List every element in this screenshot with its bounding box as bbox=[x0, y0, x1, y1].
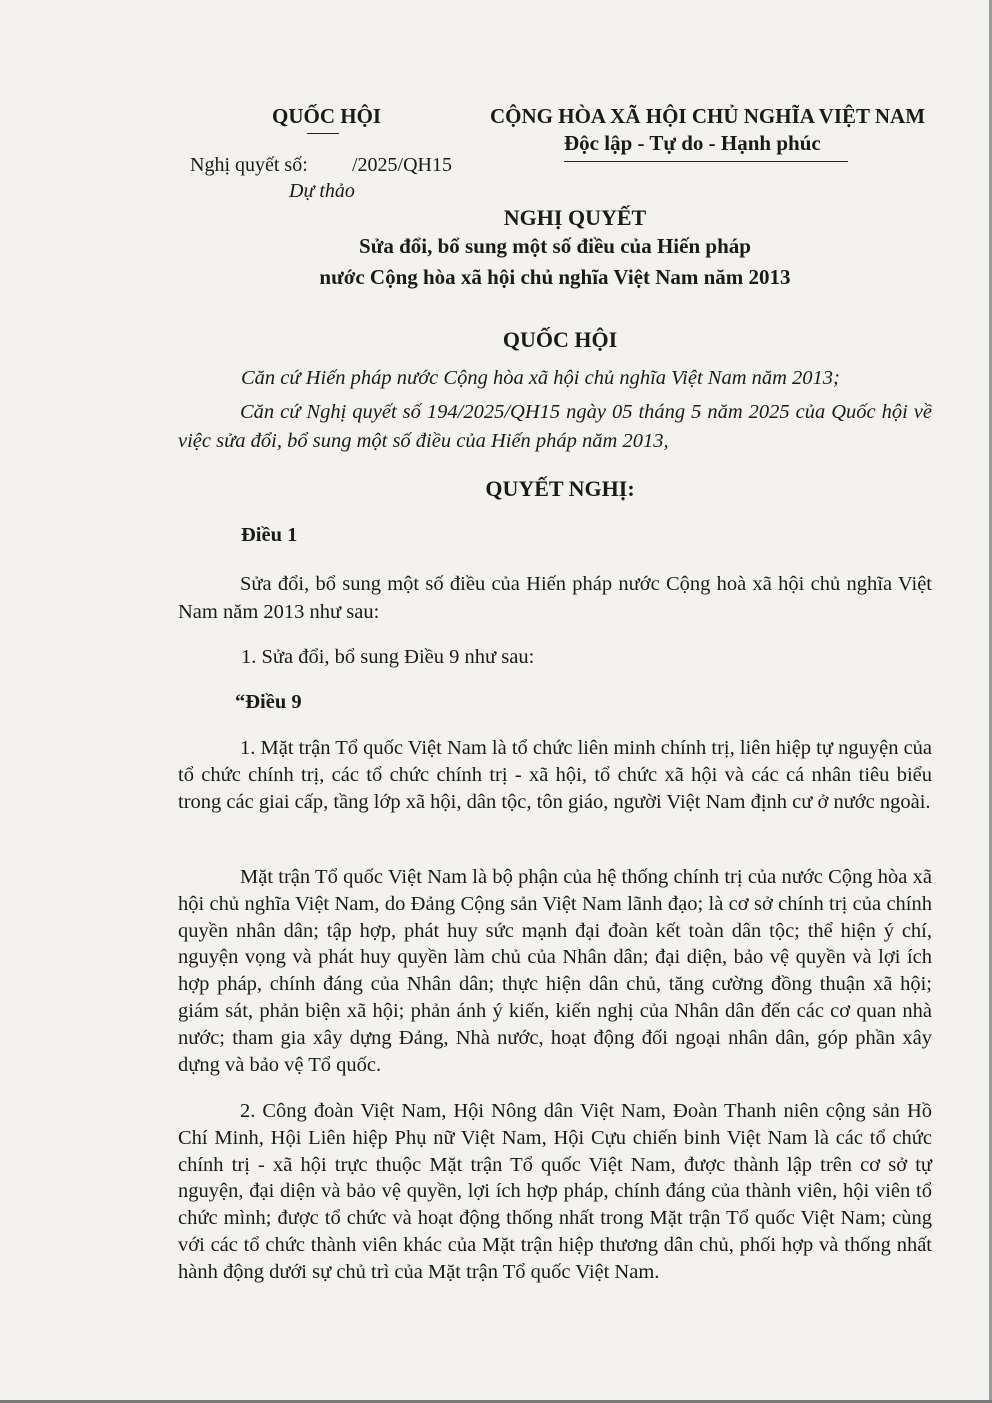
header-motto: Độc lập - Tự do - Hạnh phúc bbox=[564, 131, 821, 155]
issuer-heading: QUỐC HỘI bbox=[502, 327, 618, 352]
article9-paragraph2-text: Mặt trận Tổ quốc Việt Nam là bộ phận của hệ thống chính trị của nước Cộng hòa xã hội chủ nghĩa Việt Nam, do Đảng Cộng sản Việt Nam lãnh đạo; là cơ sở chính trị của chính quyền nhân dân; tập hợp, phát huy sức mạnh đại đoàn kết toàn dân tộc; thể hiện ý chí, nguyện vọng và phát huy quyền làm chủ của Nhân dân; đại diện, bảo vệ quyền và lợi ích hợp pháp, chính đáng của Nhân dân; thực hiện dân chủ, tăng cường đồng thuận xã hội; giám sát, phản biện xã hội; phản ánh ý kiến, kiến nghị của Nhân dân đến các cơ quan nhà nước; tham gia xây dựng Đảng, Nhà nước, hoạt động đối ngoại nhân dân, góp phần xây dựng và bảo vệ Tổ quốc. bbox=[178, 866, 932, 1076]
article9-paragraph2 bbox=[178, 864, 932, 1078]
motto-underline bbox=[564, 161, 848, 162]
draft-label: Dự thảo bbox=[289, 180, 355, 202]
document-title: NGHỊ QUYẾT bbox=[503, 205, 647, 230]
header-agency: QUỐC HỘI bbox=[272, 104, 382, 128]
article1-intro-text: Sửa đổi, bổ sung một số điều của Hiến pháp nước Cộng hoà xã hội chủ nghĩa Việt Nam năm 2013 như sau: bbox=[178, 573, 932, 623]
basis-line1: Căn cứ Hiến pháp nước Cộng hòa xã hội chủ nghĩa Việt Nam năm 2013; bbox=[241, 367, 840, 389]
agency-underline bbox=[307, 133, 339, 134]
article9-paragraph1 bbox=[178, 735, 932, 815]
article1-intro bbox=[178, 570, 932, 626]
header-nation: CỘNG HÒA XÃ HỘI CHỦ NGHĨA VIỆT NAM bbox=[490, 104, 926, 128]
basis-line2 bbox=[178, 398, 932, 456]
document-subtitle-line2: nước Cộng hòa xã hội chủ nghĩa Việt Nam năm 2013 bbox=[319, 265, 791, 289]
basis-line2-text: Căn cứ Nghị quyết số 194/2025/QH15 ngày 05 tháng 5 năm 2025 của Quốc hội về việc sửa đổi, bổ sung một số điều của Hiến pháp năm 2013, bbox=[178, 401, 932, 452]
article9-paragraph3-text: 2. Công đoàn Việt Nam, Hội Nông dân Việt Nam, Đoàn Thanh niên cộng sản Hồ Chí Minh, Hội Liên hiệp Phụ nữ Việt Nam, Hội Cựu chiến binh Việt Nam là các tổ chức chính trị - xã hội trực thuộc Mặt trận Tổ quốc Việt Nam, được thành lập trên cơ sở tự nguyện, đại diện và bảo vệ quyền, lợi ích hợp pháp, chính đáng của thành viên, hội viên tổ chức mình; được tổ chức và hoạt động thống nhất trong Mặt trận Tổ quốc Việt Nam; cùng với các tổ chức thành viên khác của Mặt trận hiệp thương dân chủ, phối hợp và thống nhất hành động dưới sự chủ trì của Mặt trận Tổ quốc Việt Nam. bbox=[178, 1100, 932, 1283]
resolves-heading: QUYẾT NGHỊ: bbox=[485, 476, 635, 501]
resolution-number-value: /2025/QH15 bbox=[352, 154, 452, 176]
article9-paragraph3 bbox=[178, 1098, 932, 1286]
article1-item1: 1. Sửa đổi, bổ sung Điều 9 như sau: bbox=[241, 646, 535, 668]
article1-heading: Điều 1 bbox=[241, 524, 298, 546]
resolution-number-label: Nghị quyết số: bbox=[190, 154, 308, 176]
document-subtitle-line1: Sửa đổi, bổ sung một số điều của Hiến pháp bbox=[359, 234, 751, 258]
article9-paragraph1-text: 1. Mặt trận Tổ quốc Việt Nam là tổ chức liên minh chính trị, liên hiệp tự nguyện của tổ chức chính trị, các tổ chức chính trị - xã hội, tổ chức xã hội và các cá nhân tiêu biểu trong các giai cấp, tầng lớp xã hội, dân tộc, tôn giáo, người Việt Nam định cư ở nước ngoài. bbox=[178, 737, 933, 813]
article9-heading: “Điều 9 bbox=[235, 691, 302, 713]
